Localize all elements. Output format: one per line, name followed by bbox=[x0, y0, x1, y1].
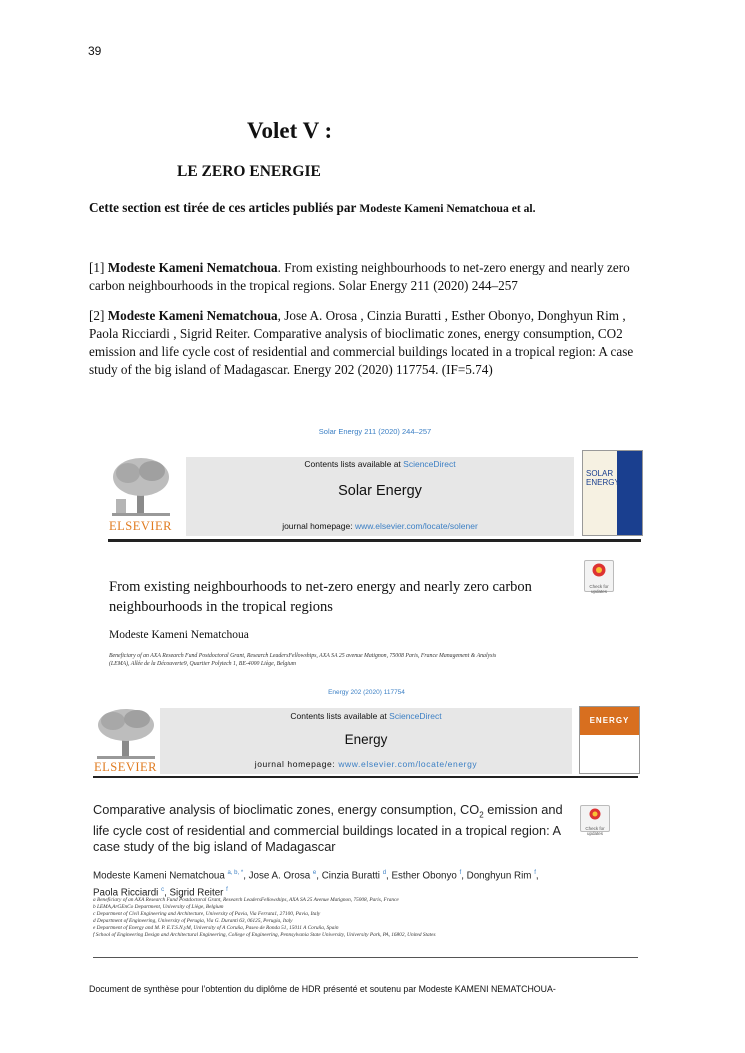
affiliation-line: e Department of Energy and M. P. E.T.S.N.yM, University of A Coruña, Paseo de Ronda 51, 15011 A Coruña, Spain bbox=[93, 925, 339, 931]
author-affil-mark: c bbox=[161, 887, 165, 894]
page-number: 39 bbox=[88, 44, 102, 58]
homepage-link[interactable]: www.elsevier.com/locate/energy bbox=[338, 759, 478, 769]
article1-author: Modeste Kameni Nematchoua bbox=[109, 629, 249, 641]
journal-masthead bbox=[186, 457, 574, 536]
author-name: , Jose A. Orosa bbox=[243, 870, 313, 882]
section-title: Volet V : bbox=[247, 118, 333, 143]
affiliation-line: f School of Engineering Design and Architectural Engineering, College of Engineering, Pennsylvania State University, University Park, PA, 16802, United States bbox=[93, 932, 436, 938]
contents-prefix: Contents lists available at bbox=[290, 711, 390, 721]
check-for-updates-badge[interactable] bbox=[584, 560, 614, 592]
reference-text: , Jose A. Orosa , Cinzia Buratti , Esther Obonyo, Donghyun Rim , Paola Ricciardi , Sigrid Reiter. Comparative analysis of bioclimatic zones, energy consumption, CO2 emission and life cycle cost of residential and commercial buildings located in a tropical region: A case study of the big island of Madagascar. Energy 202 (2020) 117754. (IF=5.74) bbox=[89, 308, 634, 377]
elsevier-tree-icon bbox=[108, 455, 174, 519]
reference-author: Modeste Kameni Nematchoua bbox=[107, 308, 278, 323]
affiliation-line: b LEMA,ArGEnCo Department, University of Liège, Belgium bbox=[93, 904, 224, 910]
cover-title: ENERGY bbox=[589, 716, 630, 725]
author-affil-mark: f bbox=[226, 887, 228, 894]
elsevier-wordmark: ELSEVIER bbox=[109, 519, 173, 533]
article2-authors bbox=[93, 866, 563, 901]
author-name: , Esther Obonyo bbox=[386, 870, 460, 882]
journal-cover bbox=[582, 450, 643, 536]
contents-line bbox=[186, 459, 574, 469]
elsevier-wordmark: ELSEVIER bbox=[94, 760, 158, 774]
title-part-a: Comparative analysis of bioclimatic zones, energy consumption, CO bbox=[93, 802, 480, 817]
intro-lead: Cette section est tirée de ces articles publiés par bbox=[89, 200, 360, 215]
homepage-prefix: journal homepage: bbox=[254, 759, 339, 769]
title-subscript: 2 bbox=[479, 810, 484, 820]
article1-title: From existing neighbourhoods to net-zero energy and nearly zero carbon neighbourhoods in the tropical regions bbox=[109, 579, 532, 615]
homepage-prefix: journal homepage: bbox=[282, 521, 355, 531]
author-affil-mark: a, b, * bbox=[227, 870, 244, 876]
sciencedirect-link[interactable]: ScienceDirect bbox=[403, 459, 456, 469]
author-name: , Paola Ricciardi bbox=[93, 870, 539, 899]
cover-title-line-1: SOLAR bbox=[586, 469, 614, 478]
reference-1 bbox=[89, 259, 655, 295]
cover-title bbox=[586, 469, 620, 487]
reference-number: [2] bbox=[89, 308, 108, 323]
article2-title bbox=[93, 802, 568, 854]
article1-citation: Solar Energy 211 (2020) 244–257 bbox=[318, 427, 432, 436]
contents-line bbox=[160, 711, 572, 721]
check-for-updates-badge[interactable] bbox=[580, 805, 610, 836]
journal-name: Energy bbox=[344, 732, 388, 747]
check-updates-icon bbox=[585, 561, 613, 579]
author-name: , Sigrid Reiter bbox=[164, 887, 227, 899]
author-name: , Cinzia Buratti bbox=[316, 870, 383, 882]
affiliation-line: d Department of Engineering, University of Perugia, Via G. Duranti 63, 06125, Perugia, Italy bbox=[93, 918, 293, 924]
author-affil-mark: d bbox=[382, 870, 387, 876]
cover-title-line-2: ENERGY bbox=[586, 478, 620, 487]
intro-paragraph bbox=[89, 200, 536, 216]
intro-authors: Modeste Kameni Nematchoua et al. bbox=[359, 202, 536, 215]
title-part-b: emission and life cycle cost of residential and commercial buildings located in a tropical region: A case study of the big island of Madagascar bbox=[93, 802, 563, 854]
homepage-line bbox=[160, 759, 572, 769]
affiliation-line: a Beneficiary of an AXA Research Fund Postdoctoral Grant, Research LeadersFellowships, AXA SA 25 Avenue Matignon, 75008, Paris, France bbox=[93, 897, 399, 903]
author-name: , Donghyun Rim bbox=[461, 870, 535, 882]
journal-cover bbox=[579, 706, 640, 774]
elsevier-tree-icon bbox=[93, 706, 159, 760]
cover-stripe bbox=[617, 451, 642, 535]
masthead-rule bbox=[93, 776, 638, 778]
author-affil-mark: f bbox=[459, 870, 462, 876]
check-updates-icon bbox=[581, 806, 609, 821]
article2-citation: Energy 202 (2020) 117754 bbox=[328, 689, 405, 696]
author-name: Modeste Kameni Nematchoua bbox=[93, 870, 228, 882]
page-footer: Document de synthèse pour l’obtention du diplôme de HDR présenté et soutenu par Modeste KAMENI NEMATCHOUA- bbox=[89, 984, 556, 994]
masthead-rule bbox=[108, 539, 641, 542]
author-affil-mark: e bbox=[312, 870, 317, 876]
article1-affiliations: Beneficiary of an AXA Research Fund Postdoctoral Grant, Research LeadersFellowships, AXA SA 25 avenue Matignon, 75008 Paris, France Management & Analysis (LEMA), Allée de la Découverte9, Quartier Polytech 1, BE-4000 Liège, Belgium bbox=[109, 653, 497, 667]
author-affil-mark: f bbox=[534, 870, 536, 876]
check-updates-label: Check for updates bbox=[589, 584, 609, 594]
homepage-line bbox=[186, 521, 574, 531]
journal-masthead bbox=[160, 708, 572, 774]
bottom-rule bbox=[93, 957, 638, 958]
section-subtitle: LE ZERO ENERGIE bbox=[177, 163, 321, 180]
check-updates-label: Check for updates bbox=[585, 826, 605, 836]
elsevier-logo bbox=[93, 706, 159, 774]
sciencedirect-link[interactable]: ScienceDirect bbox=[389, 711, 442, 721]
affiliation-line: c Department of Civil Engineering and Architecture, University of Pavia, Via Ferrata1, 27100, Pavia, Italy bbox=[93, 911, 321, 917]
reference-text: . From existing neighbourhoods to net-zero energy and nearly zero carbon neighbourhoods in the tropical regions. Solar Energy 211 (2020) 244–257 bbox=[89, 260, 630, 293]
elsevier-logo bbox=[108, 455, 174, 535]
article2-affiliations bbox=[93, 897, 563, 939]
journal-name: Solar Energy bbox=[338, 483, 422, 499]
reference-2 bbox=[89, 307, 655, 379]
reference-author: Modeste Kameni Nematchoua bbox=[107, 260, 278, 275]
reference-number: [1] bbox=[89, 260, 108, 275]
contents-prefix: Contents lists available at bbox=[304, 459, 404, 469]
homepage-link[interactable]: www.elsevier.com/locate/solener bbox=[354, 521, 478, 531]
